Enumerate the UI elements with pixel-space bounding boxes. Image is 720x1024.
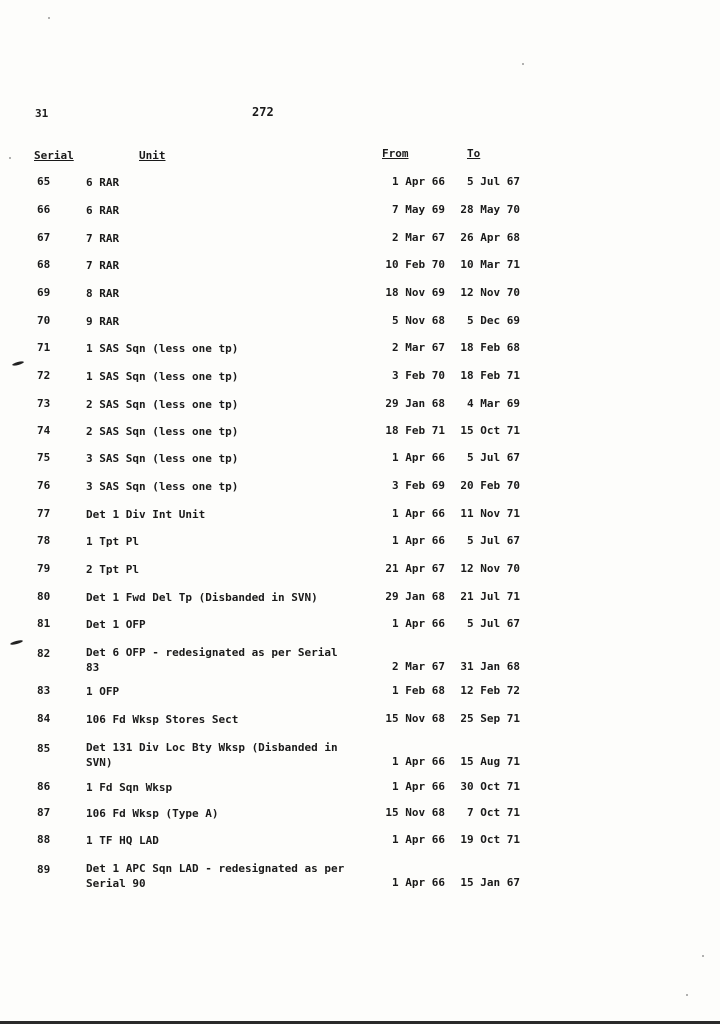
unit-cell: 8 RAR <box>86 287 120 300</box>
to-date-cell: 5 Jul 67 <box>467 175 520 188</box>
to-date-cell: 20 Feb 70 <box>460 479 520 492</box>
unit-cell: 1 Fd Sqn Wksp <box>86 781 173 794</box>
to-date-cell: 12 Nov 70 <box>460 286 520 299</box>
from-date-cell: 10 Feb 70 <box>385 258 445 271</box>
unit-cell: 9 RAR <box>86 315 120 328</box>
to-date-cell: 15 Jan 67 <box>460 876 520 889</box>
unit-cell: 6 RAR <box>86 204 120 217</box>
page-left-number: 31 <box>35 107 49 120</box>
serial-cell: 68 <box>37 258 51 271</box>
from-date-cell: 1 Apr 66 <box>392 451 445 464</box>
scan-speck <box>9 157 11 159</box>
serial-cell: 89 <box>37 863 51 876</box>
unit-cell: Det 6 OFP - redesignated as per Serial 83 <box>86 646 338 674</box>
from-date-cell: 2 Mar 67 <box>392 341 445 354</box>
scan-speck <box>702 955 704 957</box>
from-date-cell: 2 Mar 67 <box>392 231 445 244</box>
from-date-cell: 3 Feb 69 <box>392 479 445 492</box>
from-date-cell: 29 Jan 68 <box>385 590 445 603</box>
margin-mark <box>10 639 23 645</box>
to-date-cell: 12 Feb 72 <box>460 684 520 697</box>
to-date-cell: 5 Jul 67 <box>467 617 520 630</box>
from-date-cell: 7 May 69 <box>392 203 445 216</box>
serial-cell: 77 <box>37 507 51 520</box>
to-date-cell: 5 Dec 69 <box>467 314 520 327</box>
unit-cell: 1 Tpt Pl <box>86 535 139 548</box>
serial-cell: 85 <box>37 742 51 755</box>
to-date-cell: 28 May 70 <box>460 203 520 216</box>
serial-cell: 86 <box>37 780 51 793</box>
serial-cell: 71 <box>37 341 51 354</box>
to-date-cell: 12 Nov 70 <box>460 562 520 575</box>
serial-cell: 67 <box>37 231 51 244</box>
scan-speck <box>522 63 524 65</box>
from-date-cell: 1 Apr 66 <box>392 507 445 520</box>
serial-cell: 70 <box>37 314 51 327</box>
unit-cell: Det 1 OFP <box>86 618 146 631</box>
unit-cell: Det 131 Div Loc Bty Wksp (Disbanded in SVN) <box>86 741 338 769</box>
to-date-cell: 18 Feb 71 <box>460 369 520 382</box>
serial-cell: 83 <box>37 684 51 697</box>
unit-cell: 6 RAR <box>86 176 120 189</box>
serial-cell: 87 <box>37 806 51 819</box>
from-date-cell: 1 Apr 66 <box>392 780 445 793</box>
serial-cell: 74 <box>37 424 51 437</box>
serial-cell: 82 <box>37 647 51 660</box>
serial-cell: 65 <box>37 175 51 188</box>
to-date-cell: 10 Mar 71 <box>460 258 520 271</box>
scan-speck <box>686 994 688 996</box>
serial-cell: 79 <box>37 562 51 575</box>
from-date-cell: 21 Apr 67 <box>385 562 445 575</box>
to-date-cell: 5 Jul 67 <box>467 451 520 464</box>
from-date-cell: 29 Jan 68 <box>385 397 445 410</box>
unit-cell: 2 Tpt Pl <box>86 563 139 576</box>
serial-cell: 78 <box>37 534 51 547</box>
page-number: 272 <box>252 105 274 119</box>
to-date-cell: 11 Nov 71 <box>460 507 520 520</box>
from-date-cell: 15 Nov 68 <box>385 712 445 725</box>
header-serial: Serial <box>34 149 74 162</box>
serial-cell: 66 <box>37 203 51 216</box>
unit-cell: 2 SAS Sqn (less one tp) <box>86 425 239 438</box>
from-date-cell: 5 Nov 68 <box>392 314 445 327</box>
to-date-cell: 7 Oct 71 <box>467 806 520 819</box>
from-date-cell: 1 Apr 66 <box>392 534 445 547</box>
header-unit: Unit <box>139 149 166 162</box>
unit-cell: 106 Fd Wksp (Type A) <box>86 807 219 820</box>
to-date-cell: 15 Aug 71 <box>460 755 520 768</box>
scan-speck <box>48 17 50 19</box>
serial-cell: 69 <box>37 286 51 299</box>
serial-cell: 88 <box>37 833 51 846</box>
serial-cell: 72 <box>37 369 51 382</box>
unit-cell: 1 OFP <box>86 685 120 698</box>
from-date-cell: 15 Nov 68 <box>385 806 445 819</box>
unit-cell: Det 1 APC Sqn LAD - redesignated as per Serial 90 <box>86 862 345 890</box>
unit-cell: 7 RAR <box>86 259 120 272</box>
unit-cell: 2 SAS Sqn (less one tp) <box>86 398 239 411</box>
from-date-cell: 2 Mar 67 <box>392 660 445 673</box>
to-date-cell: 21 Jul 71 <box>460 590 520 603</box>
unit-cell: 7 RAR <box>86 232 120 245</box>
serial-cell: 80 <box>37 590 51 603</box>
header-from: From <box>382 147 409 160</box>
to-date-cell: 15 Oct 71 <box>460 424 520 437</box>
from-date-cell: 1 Apr 66 <box>392 617 445 630</box>
from-date-cell: 1 Apr 66 <box>392 175 445 188</box>
serial-cell: 81 <box>37 617 51 630</box>
from-date-cell: 18 Feb 71 <box>385 424 445 437</box>
unit-cell: 1 SAS Sqn (less one tp) <box>86 342 239 355</box>
to-date-cell: 5 Jul 67 <box>467 534 520 547</box>
serial-cell: 75 <box>37 451 51 464</box>
to-date-cell: 30 Oct 71 <box>460 780 520 793</box>
to-date-cell: 25 Sep 71 <box>460 712 520 725</box>
unit-cell: 106 Fd Wksp Stores Sect <box>86 713 239 726</box>
unit-cell: Det 1 Div Int Unit <box>86 508 206 521</box>
from-date-cell: 1 Apr 66 <box>392 833 445 846</box>
unit-cell: 3 SAS Sqn (less one tp) <box>86 452 239 465</box>
unit-cell: 3 SAS Sqn (less one tp) <box>86 480 239 493</box>
from-date-cell: 1 Apr 66 <box>392 755 445 768</box>
to-date-cell: 19 Oct 71 <box>460 833 520 846</box>
margin-mark <box>12 360 24 366</box>
from-date-cell: 1 Feb 68 <box>392 684 445 697</box>
header-to: To <box>467 147 481 160</box>
to-date-cell: 31 Jan 68 <box>460 660 520 673</box>
to-date-cell: 26 Apr 68 <box>460 231 520 244</box>
from-date-cell: 1 Apr 66 <box>392 876 445 889</box>
from-date-cell: 3 Feb 70 <box>392 369 445 382</box>
serial-cell: 73 <box>37 397 51 410</box>
to-date-cell: 18 Feb 68 <box>460 341 520 354</box>
unit-cell: Det 1 Fwd Del Tp (Disbanded in SVN) <box>86 591 318 604</box>
serial-cell: 84 <box>37 712 51 725</box>
from-date-cell: 18 Nov 69 <box>385 286 445 299</box>
to-date-cell: 4 Mar 69 <box>467 397 520 410</box>
unit-cell: 1 TF HQ LAD <box>86 834 159 847</box>
unit-cell: 1 SAS Sqn (less one tp) <box>86 370 239 383</box>
serial-cell: 76 <box>37 479 51 492</box>
